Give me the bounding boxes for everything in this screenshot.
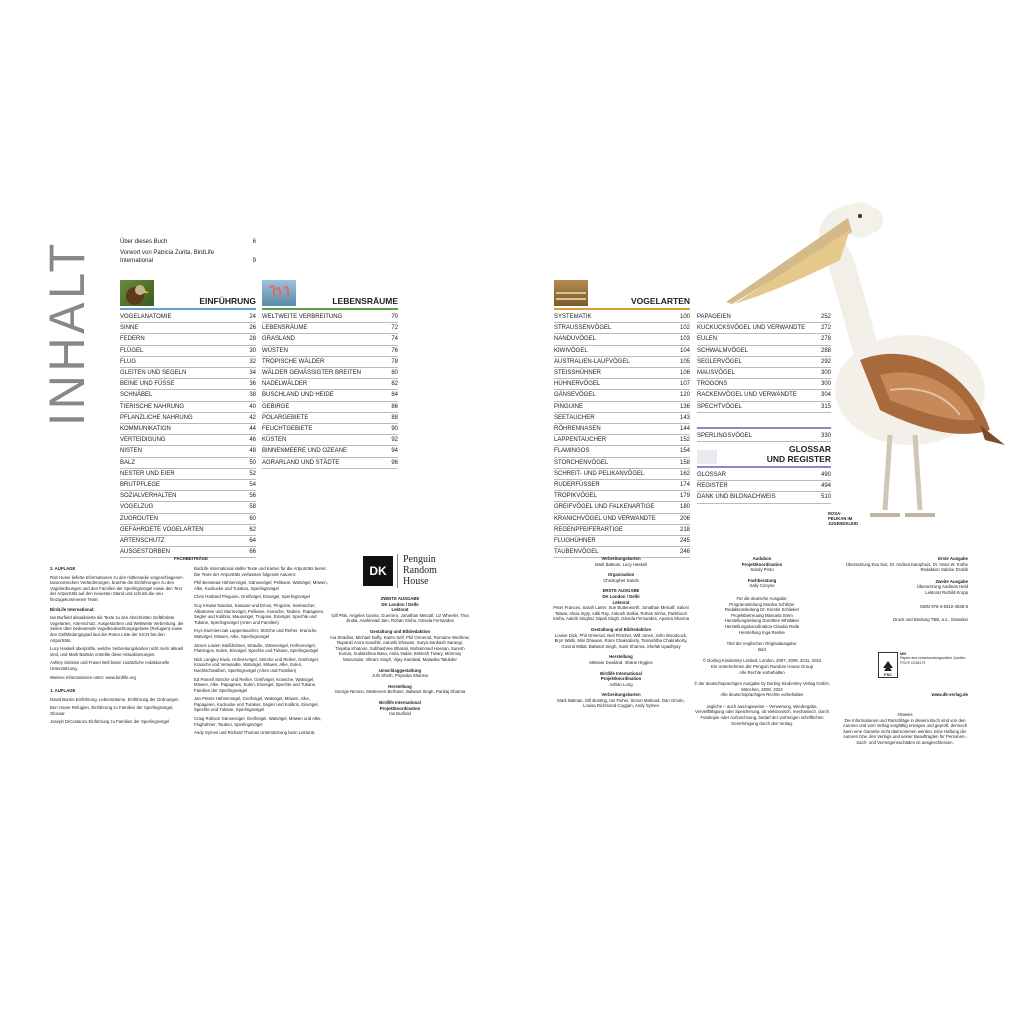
toc-entry-page: 206 xyxy=(679,515,690,522)
toc-entry[interactable] xyxy=(120,491,256,502)
toc-entry-page: 330 xyxy=(820,432,831,439)
toc-entry-page: 38 xyxy=(249,392,256,399)
toc-entry-label: GLEITEN UND SEGELN xyxy=(120,370,187,377)
toc-entry-label: LAPPENTAUCHER xyxy=(554,437,607,444)
toc-entry[interactable] xyxy=(554,390,690,401)
toc-entry-label: SCHREIT- UND PELIKANVÖGEL xyxy=(554,470,645,477)
section-bar-einfuehrung xyxy=(120,308,256,310)
toc-entry-page: 60 xyxy=(249,515,256,522)
section-title-einfuehrung: EINFÜHRUNG xyxy=(199,296,256,306)
toc-entry-page: 42 xyxy=(249,414,256,421)
section-bar-lebensraeume xyxy=(262,308,398,310)
toc-entry[interactable] xyxy=(262,323,398,334)
toc-entry-label: FLAMINGOS xyxy=(554,448,590,455)
toc-entry-page: 32 xyxy=(249,358,256,365)
toc-entry-label: STRAUSSENVÖGEL xyxy=(554,325,612,332)
pelican-image xyxy=(720,190,1010,540)
toc-entry-page: 218 xyxy=(679,526,690,533)
toc-entry[interactable] xyxy=(120,312,256,323)
toc-entry-page: 154 xyxy=(679,448,690,455)
toc-entry-page: 28 xyxy=(249,336,256,343)
toc-entry[interactable] xyxy=(554,346,690,357)
toc-entry-page: 50 xyxy=(249,459,256,466)
toc-entry[interactable] xyxy=(262,402,398,413)
toc-entry-label: FLUG xyxy=(120,358,137,365)
toc-entry-page: 102 xyxy=(679,325,690,332)
toc-entry-label: GEBIRGE xyxy=(262,403,290,410)
toc-entry[interactable] xyxy=(554,323,690,334)
toc-entry[interactable] xyxy=(554,368,690,379)
toc-entry-label: AGRARLAND UND STÄDTE xyxy=(262,459,340,466)
toc-entry[interactable] xyxy=(120,357,256,368)
toc-entry-label: POLARGEBIETE xyxy=(262,414,309,421)
toc-entry-page: 315 xyxy=(820,403,831,410)
fachbeitraege-heading: FACHBEITRÄGE xyxy=(174,556,208,561)
toc-entry-page: 510 xyxy=(820,494,831,501)
toc-entry-page: 104 xyxy=(679,347,690,354)
toc-entry-label: VOGELANATOMIE xyxy=(120,314,172,320)
toc-entry-label: VERTEIDIGUNG xyxy=(120,437,166,444)
toc-entry-page: 26 xyxy=(249,325,256,332)
toc-entry-label: FLUGHÜHNER xyxy=(554,538,596,545)
publisher-col: ZWEITE AUSGABE DK London / Delhi Lektorat Gill Pitts, Angeles Gavira, Guerrero, Jonathan Metcalf, Liz Wheeler, Tina Jindal, Aashirwad Jain, Rohan Sinha, Glenda Fernandes Gestaltung und Bildredaktion Ina Stradins, Michael Duffy, Karen Self, Phil Ormerod, Romaine Werblow, Rupanki Arora Kaushik, Aarushi Dhawan, Surya Sankash Sarangi, Taiyaba Khatoon, Subhashree Bharati, Mohammed Hassan, Suresh Kumar, Sudakshina Basu, Anita Yadav, Bimlesh Tiwary, Mrinmoy Mazumdar, Vikram Singh, Vijay Kandwal, Malavika Talukder Umschlaggestaltung Juhi Sheth, Priyanka Sharma Herstellung George Nimmo, Meskerem Berhane, Balwant Singh, Pankaj Sharma Birdlife International Projektkoordination Ian Burfield xyxy=(330,596,470,717)
toc-entry-page: 105 xyxy=(679,358,690,365)
toc-entry-label: GEFÄHRDETE VOGELARTEN xyxy=(120,526,204,533)
section-title-glossar: GLOSSAR UND REGISTER xyxy=(766,444,831,464)
toc-entry-page: 70 xyxy=(391,314,398,320)
toc-entry[interactable] xyxy=(120,469,256,480)
toc-entry[interactable] xyxy=(262,334,398,345)
page-title xyxy=(39,227,95,428)
toc-entry-label: SCHWALMVÖGEL xyxy=(697,347,749,354)
toc-entry-page: 64 xyxy=(249,538,256,545)
toc-entry[interactable] xyxy=(554,469,690,480)
dk-logo-mark: DK xyxy=(363,556,393,586)
toc-list-einfuehrung xyxy=(120,312,256,558)
toc-entry-label: AUSGESTORBEN xyxy=(120,549,170,556)
fsc-tree-icon: FSC xyxy=(878,652,898,678)
website-link[interactable]: www.dk-verlag.de xyxy=(931,692,968,697)
toc-entry-label: AUSTRALIEN-LAUFVÖGEL xyxy=(554,358,630,365)
toc-entry-page: 46 xyxy=(249,437,256,444)
toc-entry-label: TROGONS xyxy=(697,381,728,388)
toc-entry-label: ARTENSCHUTZ xyxy=(120,538,165,545)
toc-entry[interactable] xyxy=(554,379,690,390)
toc-entry-page: 120 xyxy=(679,392,690,399)
toc-entry-label: KÜSTEN xyxy=(262,437,287,444)
toc-entry[interactable] xyxy=(262,413,398,424)
toc-entry-page: 48 xyxy=(249,448,256,455)
toc-entry-page: 278 xyxy=(820,336,831,343)
toc-entry-label: FLÜGEL xyxy=(120,347,144,354)
toc-entry-label: SCHNÄBEL xyxy=(120,392,153,399)
toc-entry-label: GRASLAND xyxy=(262,336,296,343)
toc-entry-page: 30 xyxy=(249,347,256,354)
toc-entry-label: RACKENVÖGEL UND VERWANDTE xyxy=(697,392,797,399)
toc-entry[interactable] xyxy=(554,312,690,323)
toc-entry-label: KOMMUNIKATION xyxy=(120,426,171,433)
toc-entry[interactable] xyxy=(554,536,690,547)
toc-entry[interactable] xyxy=(262,379,398,390)
toc-entry-page: 144 xyxy=(679,426,690,433)
toc-entry-page: 300 xyxy=(820,381,831,388)
toc-entry-label: WÄLDER GEMÄSSIGTER BREITEN xyxy=(262,370,362,377)
section-title-lebensraeume: LEBENSRÄUME xyxy=(332,296,398,306)
toc-entry-label: TROPISCHE WÄLDER xyxy=(262,358,325,365)
toc-entry-label: BEINE UND FÜSSE xyxy=(120,381,175,388)
toc-entry[interactable] xyxy=(262,424,398,435)
fsc-logo: FSC MIX Papier aus verantwortungsvollen Quellen FSC® C018179 xyxy=(878,652,968,678)
toc-entry[interactable] xyxy=(120,536,256,547)
flamingo-thumbnail xyxy=(262,280,296,306)
toc-entry[interactable] xyxy=(120,402,256,413)
toc-entry-label: KRANICHVÖGEL UND VERWANDTE xyxy=(554,515,656,522)
toc-entry-label: SPECHTVÖGEL xyxy=(697,403,743,410)
toc-entry-label: REGISTER xyxy=(697,483,728,490)
toc-entry-page: 158 xyxy=(679,459,690,466)
toc-entry[interactable] xyxy=(262,458,398,469)
toc-entry-page: 288 xyxy=(820,347,831,354)
toc-entry[interactable] xyxy=(554,458,690,469)
toc-entry-label: BINNENMEERE UND OZEANE xyxy=(262,448,348,455)
toc-entry-label: FEDERN xyxy=(120,336,145,343)
toc-entry-label: GÄNSEVÖGEL xyxy=(554,392,596,399)
toc-entry-label: GREIFVÖGEL UND FALKENARTIGE xyxy=(554,504,655,511)
toc-entry-label: SINNE xyxy=(120,325,139,332)
toc-entry-page: 107 xyxy=(679,381,690,388)
credits-col3: Verbreitungskarten Mark Balman, Lucy Haskell Organisation Christopher Sands ERSTE AUSGABE DK London / Delhi Lektorat Peter Frances, Sarah Larter, Sue Butterworth, Jonathan Metcalf, Saloni Talwar, Alicia Ingty, Aditi Ray, Ankush Saikia, Rohan Sinha, Pankhoori Sinha, Aakriti Singhal, Dipali Singh, Glenda Fernandes, Aparna Sharma Gestaltung und Bildredaktion Louise Dick, Phil Ormerod, Neil Fletcher, Will Jones, John Woodcock, Bryn Walls, Mini Dhawan, Romi Chakraborty, Tannishtha Chakraborty, Govind Mittal, Balwant Singh, Sunil Sharma, Shefali Upadhyay Herstellung Melanie Dowland, Shane Higgins Birdlife International Projektkoordination Adrian Long Verbreitungskarten Mark Balman, Gill Bunting, Ian Fisher, Simon Mahood, Dan Omolo, Louisa Richmond-Coggan, Andy Symes xyxy=(552,556,690,709)
toc-entry[interactable] xyxy=(120,446,256,457)
toc-entry[interactable] xyxy=(120,435,256,446)
toc-entry-page: 94 xyxy=(391,448,398,455)
toc-entry-label: PFLANZLICHE NAHRUNG xyxy=(120,414,193,421)
toc-entry-label: LEBENSRÄUME xyxy=(262,325,308,332)
toc-entry-page: 162 xyxy=(679,470,690,477)
fachbeitraege-col2: BirdLife International stellte Texte und Karten für die Artporträts bereit. Die Texte der Artporträts verfassten folgende Autoren: Phil Benstead Hühnervögel, Gänsevögel, Pelikane, Watvögel, Möwen, Alke, Kuckucke und Turakos, Sperlingsvögel Chris Harbard Pinguine, Greifvögel, Eisvögel, Sperlingsvögel Guy Kirwan Nandus, Kasuare und Emus, Pinguine, Seetaucher, Albatrosse und Sturmvögel, Pelikane, Kraniche, Tauben, Papageien, Segler und Kolibris, Mausvögel, Trogone, Eisvögel, Spechte und Tukane, Sperlingsvögel (Arten und Familien) Krys Kazmierczak Lappentaucher, Störche und Reiher, Kraniche, Watvögel, Möwen, Alke, Sperlingsvögel James Lowen Steißhühner, Strauße, Gänsevögel, Hühnervögel, Flamingos, Eulen, Eisvögel, Spechte und Tukane, Sperlingsvögel Nick Langley Kiwis, Hühnervögel, Störche und Reiher, Greifvögel, Kraniche und Verwandte, Watvögel, Möwen, Alke, Eulen, Nachtschwalben, Sperlingsvögel (Arten und Familien) Ed Parnell Störche und Reiher, Greifvögel, Kraniche, Watvögel, Möwen, Alke, Papageien, Eulen, Eisvögel, Spechte und Tukane, Familien der Sperlingsvögel Jan Peters Hühnervögel, Greifvögel, Watvögel, Möwen, Alke, Papageien, Kuckucke und Turakos, Segler und Kolibris, Eisvögel, Spechte und Tukane, Sperlingsvögel Craig Robson Gänsevögel, Greifvögel, Watvögel, Möwen und Alke, Flughühner, Tauben, Sperlingsvögel Andy Symes und Richard Thomas Unterstützung beim Lektorat. xyxy=(194,566,328,736)
toc-entry-label: STORCHENVÖGEL xyxy=(554,459,609,466)
toc-entry-page: 44 xyxy=(249,426,256,433)
toc-entry[interactable] xyxy=(120,525,256,536)
toc-entry-label: HÜHNERVÖGEL xyxy=(554,381,601,388)
toc-entry[interactable] xyxy=(262,346,398,357)
toc-entry-page: 62 xyxy=(249,526,256,533)
toc-entry-label: SYSTEMATIK xyxy=(554,314,592,320)
toc-entry[interactable] xyxy=(554,446,690,457)
credits-col4: Audubon Projektkoordination Sandy Pinto Fachberatung Sally Conyne Für die deutsche Ausgabe: Programmleitung Monika Schlitzer Redaktionsleitung Dr. Kerstin Schlieker Projektbetreuung Manuela Stern Herstellungsleitung Dorothee Whittaker Herstellungskoordination Claudia Rode Herstellung Inga Reinke Titel der englischen Originalausgabe: Bird © Dorling Kindersley Limited, London, 2007, 2009, 2011, 2022 Ein Unternehmen der Penguin Random House Group Alle Rechte vorbehalten © der deutschsprachigen Ausgabe by Dorling Kindersley Verlag GmbH, München, 2008, 2022 Alle deutschsprachigen Rechte vorbehalten Jegliche – auch auszugsweise – Verwertung, Wiedergabe, Vervielfältigung oder Speicherung, ob elektronisch, mechanisch, durch Fotokopie oder Aufzeichnung, bedarf der vorherigen schriftlichen Genehmigung durch den Verlag. xyxy=(694,556,830,726)
toc-entry-label: KUCKUCKSVÖGEL UND VERWANDTE xyxy=(697,325,806,332)
toc-entry[interactable] xyxy=(262,368,398,379)
toc-entry-label: VOGELZUG xyxy=(120,504,154,511)
toc-entry-page: 80 xyxy=(391,370,398,377)
toc-entry-label: FEUCHTGEBIETE xyxy=(262,426,313,433)
toc-entry[interactable] xyxy=(120,379,256,390)
pelican-caption: ROSA- PELIKAN IM JUGENDKLEID xyxy=(828,511,859,527)
toc-entry-page: 24 xyxy=(249,314,256,320)
toc-entry-page: 292 xyxy=(820,358,831,365)
toc-entry-label: BALZ xyxy=(120,459,136,466)
dk-logo xyxy=(357,554,473,588)
intro-item[interactable]: Vorwort von Patricia Zurita, BirdLife International 9 xyxy=(120,250,256,264)
toc-entry[interactable] xyxy=(120,424,256,435)
toc-entry-page: 143 xyxy=(679,414,690,421)
toc-entry-label: STEISSHÜHNER xyxy=(554,370,602,377)
toc-entry-label: REGENPFEIFERARTIGE xyxy=(554,526,623,533)
toc-entry-label: KIWIVÖGEL xyxy=(554,347,588,354)
toc-list-lebensraeume xyxy=(262,312,398,469)
eagle-thumbnail xyxy=(120,280,154,306)
toc-entry-label: NESTER UND EIER xyxy=(120,470,175,477)
toc-entry-page: 54 xyxy=(249,482,256,489)
toc-entry-label: ZUGROUTEN xyxy=(120,515,158,522)
toc-entry-page: 34 xyxy=(249,370,256,377)
credits-col5: Erste Ausgabe Übersetzung Eva Sixt, Dr. Andrea Kamphuis, Dr. Hans W. Kothe Redaktion Sabine Drobik Zweite Ausgabe Übersetzung Andreas Held Lektorat Ruthild Kropp ISBN 978-3-8310-4535-8 Druck und Bindung TBB, a.s., Slowakei xyxy=(845,556,968,623)
toc-entry-page: 252 xyxy=(820,314,831,320)
toc-entry-page: 58 xyxy=(249,504,256,511)
toc-entry[interactable] xyxy=(120,458,256,469)
toc-entry-label: BRUTPFLEGE xyxy=(120,482,161,489)
toc-entry-label: WÜSTEN xyxy=(262,347,288,354)
toc-entry-page: 84 xyxy=(391,392,398,399)
toc-entry-page: 494 xyxy=(820,483,831,490)
toc-entry[interactable] xyxy=(262,312,398,323)
page-title-svg xyxy=(39,227,95,428)
toc-entry[interactable] xyxy=(554,502,690,513)
toc-entry-page: 246 xyxy=(679,549,690,556)
toc-entry[interactable] xyxy=(554,424,690,435)
toc-entry[interactable] xyxy=(120,480,256,491)
toc-entry-page: 74 xyxy=(391,336,398,343)
toc-entry-label: PAPAGEIEN xyxy=(697,314,731,320)
toc-entry-page: 179 xyxy=(679,493,690,500)
toc-entry-page: 40 xyxy=(249,403,256,410)
toc-entry-label: NISTEN xyxy=(120,448,143,455)
toc-entry-page: 36 xyxy=(249,381,256,388)
toc-entry-page: 90 xyxy=(391,426,398,433)
toc-entry-page: 100 xyxy=(679,314,690,320)
toc-entry-page: 76 xyxy=(391,347,398,354)
toc-entry[interactable] xyxy=(120,390,256,401)
section-title-vogelarten: VOGELARTEN xyxy=(630,296,690,306)
toc-entry-page: 272 xyxy=(820,325,831,332)
toc-entry-label: RUDERFÜSSER xyxy=(554,482,600,489)
toc-entry-label: BUSCHLAND UND HEIDE xyxy=(262,392,334,399)
toc-entry[interactable] xyxy=(120,346,256,357)
toc-entry-label: SOZIALVERHALTEN xyxy=(120,493,177,500)
toc-entry-label: TIERISCHE NAHRUNG xyxy=(120,403,185,410)
toc-entry-page: 92 xyxy=(391,437,398,444)
toc-entry-label: TAUBENVÖGEL xyxy=(554,549,599,556)
toc-entry[interactable] xyxy=(120,413,256,424)
toc-entry-page: 300 xyxy=(820,370,831,377)
toc-entry-label: RÖHRENNASEN xyxy=(554,426,601,433)
toc-entry[interactable] xyxy=(120,334,256,345)
toc-entry-page: 96 xyxy=(391,459,398,466)
toc-entry-label: EULEN xyxy=(697,336,718,343)
glossar-thumbnail xyxy=(697,450,717,464)
toc-entry[interactable] xyxy=(262,435,398,446)
hinweis: Hinweis Die Informationen und Ratschläge in diesem Buch sind von den Autoren und vom Verlag sorgfältig erwogen und geprüft, dennoch kann eine Garantie nicht übernommen werden. Eine Haftung der Autoren bzw. des Verlags und seiner Beauftragten für Personen-, Sach- und Vermögensschäden ist ausgeschlossen. xyxy=(842,712,968,745)
toc-entry-page: 174 xyxy=(679,482,690,489)
toc-entry-page: 72 xyxy=(391,325,398,332)
toc-entry[interactable] xyxy=(554,413,690,424)
toc-entry[interactable] xyxy=(554,514,690,525)
intro-item[interactable]: Über dieses Buch 6 xyxy=(120,239,256,245)
toc-entry[interactable] xyxy=(262,390,398,401)
toc-entry-label: NANDUVÖGEL xyxy=(554,336,597,343)
toc-entry-label: WELTWEITE VERBREITUNG xyxy=(262,314,343,320)
toc-entry-page: 88 xyxy=(391,414,398,421)
toc-entry-label: SEETAUCHER xyxy=(554,414,595,421)
toc-entry-page: 180 xyxy=(679,504,690,511)
toc-entry[interactable] xyxy=(554,334,690,345)
toc-entry[interactable] xyxy=(554,525,690,536)
toc-entry[interactable] xyxy=(120,502,256,513)
toc-entry-label: TROPIKVÖGEL xyxy=(554,493,598,500)
toc-entry[interactable] xyxy=(554,480,690,491)
toc-entry-page: 490 xyxy=(820,472,831,478)
birds-thumbnail xyxy=(554,280,588,306)
toc-entry-page: 136 xyxy=(679,403,690,410)
toc-entry[interactable] xyxy=(262,446,398,457)
fachbeitraege-col1: 2. AUFLAGE Rob Hume lieferte Informationen zu den mittlerweile vorgeschlagenen taxonomischen Veränderungen, brachte die Einführungen zu den Vogelordnungen und den Familien der Sperlingsvögel sowie den Text der Artporträts auf den neuesten Stand und schrieb die neu hinzugekommenen Texte. BirdLife International: Ian Burfield aktualisierte die Texte zu den Abschnitten Gefährdete Vogelarten, Artenschutz, Ausgestorben und Weltweite Verbreitung, die Seiten über bedeutende Vogelbeobachtungsgebiete (Refugien) sowie den Gefährdungsgrad laut der Roten Liste der IUCN bei den Artporträts. Lucy Haskell überprüfte, welche Verbreitungskarten nicht mehr aktuell sind, und Mark Balman erstellte diese Aktualisierungen. Ashley Simkins und Fraser Bell boten zusätzliche redaktionelle Unterstützung. Weitere Informationen unter: www.birdlife.org 1. AUFLAGE David Burnie Einführung, Lebensräume, Einführung der Ordnungen Ben Hoare Refugien, Einführung zu Familien der Sperlingsvögel, Glossar Joseph DiCostanzo Einführung zu Familien der Sperlingsvögel xyxy=(50,566,184,725)
toc-entry-page: 82 xyxy=(391,381,398,388)
toc-entry[interactable] xyxy=(554,491,690,502)
toc-entry-page: 245 xyxy=(679,538,690,545)
toc-entry-label: GLOSSAR xyxy=(697,472,727,478)
toc-entry[interactable] xyxy=(554,357,690,368)
toc-entry[interactable] xyxy=(262,357,398,368)
toc-list-vogelarten xyxy=(554,312,690,558)
toc-entry-page: 304 xyxy=(820,392,831,399)
toc-entry[interactable] xyxy=(120,323,256,334)
toc-entry-label: NADELWÄLDER xyxy=(262,381,308,388)
toc-entry-page: 66 xyxy=(249,549,256,556)
toc-entry[interactable] xyxy=(554,435,690,446)
toc-entry-page: 56 xyxy=(249,493,256,500)
toc-entry[interactable] xyxy=(120,368,256,379)
toc-entry[interactable] xyxy=(554,402,690,413)
toc-entry-label: PINGUINE xyxy=(554,403,584,410)
toc-entry[interactable] xyxy=(120,514,256,525)
toc-entry-page: 152 xyxy=(679,437,690,444)
toc-entry-page: 52 xyxy=(249,470,256,477)
toc-entry-page: 78 xyxy=(391,358,398,365)
toc-entry-label: SPERLINGSVÖGEL xyxy=(697,432,753,439)
toc-entry-label: DANK UND BILDNACHWEIS xyxy=(697,494,776,501)
page-title-text: INHALT xyxy=(39,227,95,426)
prh-logo-text: Penguin Random House xyxy=(403,554,437,587)
toc-entry-page: 86 xyxy=(391,403,398,410)
toc-entry-label: MAUSVÖGEL xyxy=(697,370,736,377)
toc-entry-page: 103 xyxy=(679,336,690,343)
intro-list xyxy=(120,238,256,265)
toc-entry-page: 106 xyxy=(679,370,690,377)
section-bar-vogelarten xyxy=(554,308,690,310)
toc-entry-label: SEGLERVÖGEL xyxy=(697,358,742,365)
